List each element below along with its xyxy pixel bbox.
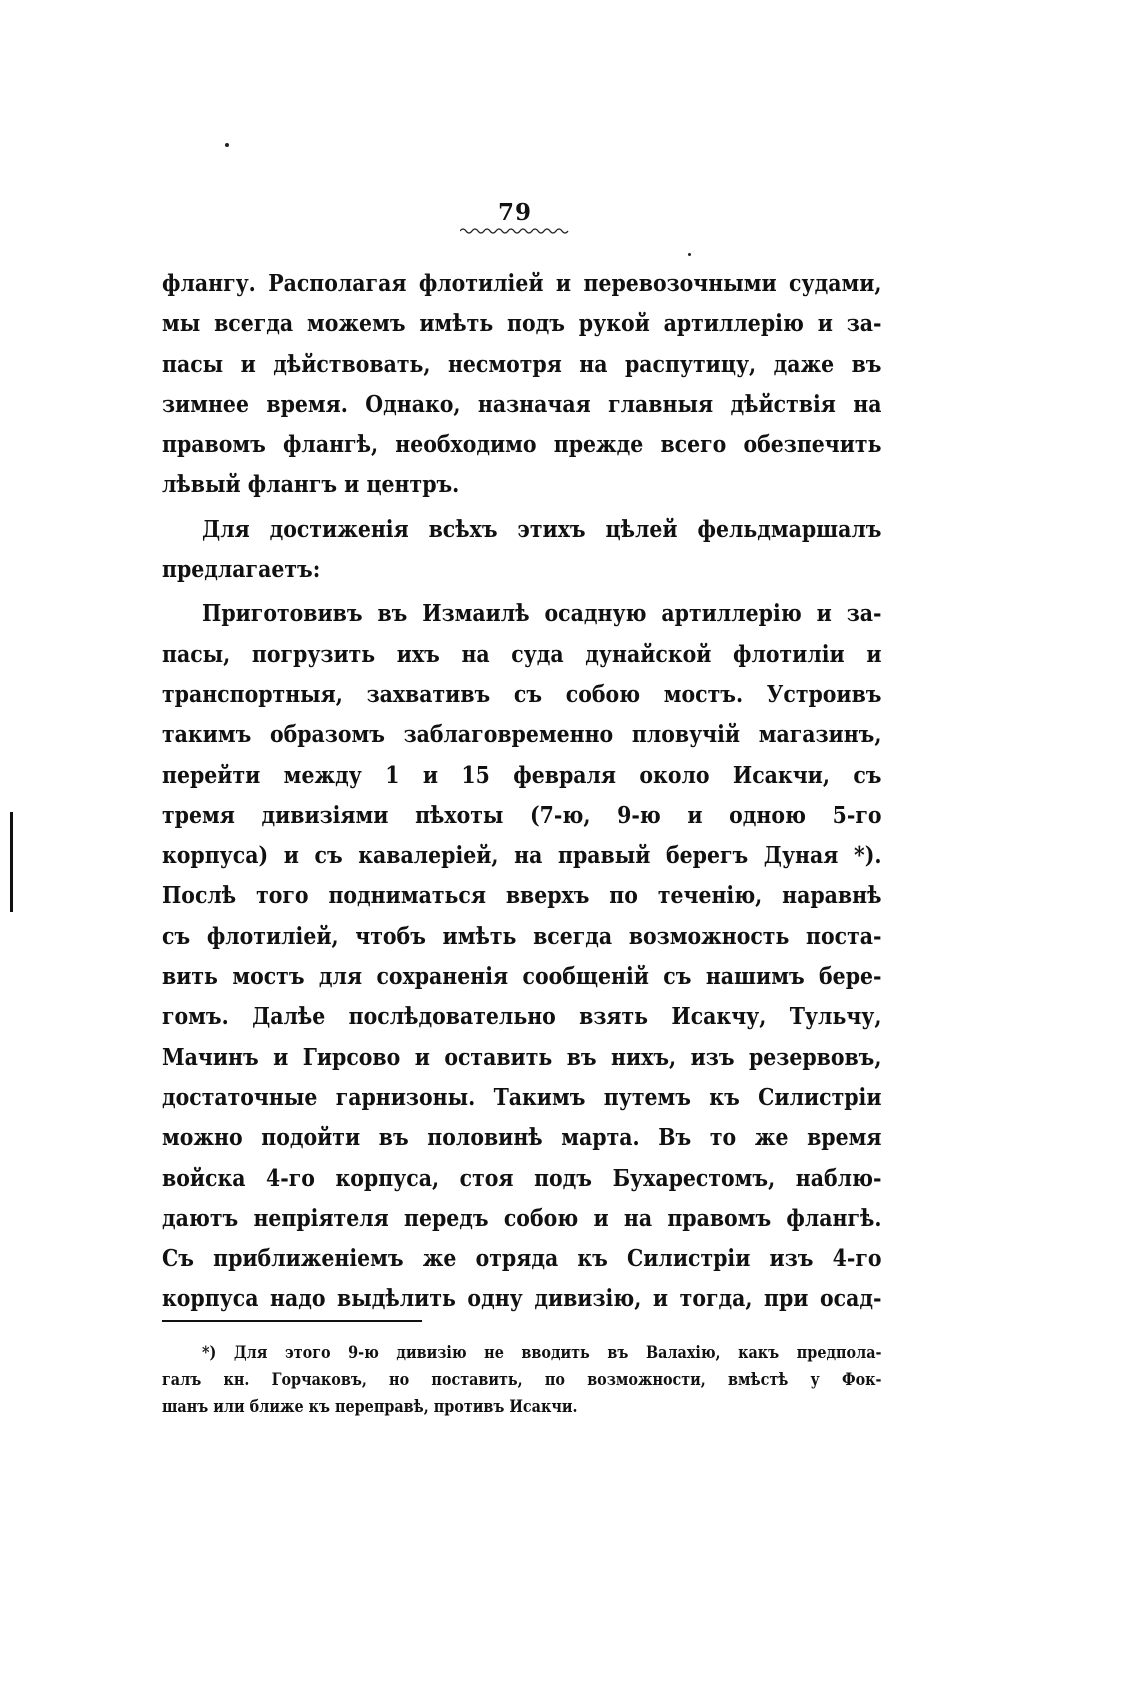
text-line: зимнее время. Однако, назначая главныя дѣйствія на: [162, 389, 882, 418]
text-line: Съ приближеніемъ же отряда къ Силистріи изъ 4-го: [162, 1244, 882, 1273]
text-line: лѣвый флангъ и центръ.: [162, 470, 460, 499]
print-speck: [225, 143, 229, 147]
text-line: пасы и дѣйствовать, несмотря на распутицу, даже въ: [162, 349, 882, 378]
text-line: войска 4-го корпуса, стоя подъ Бухарестомъ, наблю-: [162, 1163, 882, 1192]
text-line: можно подойти въ половинѣ марта. Въ то же время: [162, 1123, 882, 1152]
print-speck: [688, 253, 691, 256]
margin-scan-line: [10, 812, 13, 912]
text-line: транспортныя, захвативъ съ собою мостъ. Устроивъ: [162, 679, 882, 708]
text-line: Мачинъ и Гирсово и оставить въ нихъ, изъ резервовъ,: [162, 1042, 882, 1071]
text-line: достаточные гарнизоны. Такимъ путемъ къ Силистріи: [162, 1082, 882, 1111]
text-line: правомъ флангѣ, необходимо прежде всего обезпечить: [162, 430, 882, 459]
text-line: флангу. Располагая флотиліей и перевозочными судами,: [162, 269, 882, 297]
text-line: Для достиженія всѣхъ этихъ цѣлей фельдмаршалъ: [202, 514, 882, 543]
text-line: даютъ непріятеля передъ собою и на правомъ флангѣ.: [162, 1203, 882, 1232]
page-number-ornament: [460, 226, 570, 236]
footnote-line: галъ кн. Горчаковъ, но поставить, по возможности, вмѣстѣ у Фок-: [162, 1370, 882, 1389]
text-line: Послѣ того подниматься вверхъ по теченію, наравнѣ: [162, 881, 882, 910]
footnote-rule: [162, 1320, 422, 1322]
footnote: [162, 1339, 882, 1420]
text-line: гомъ. Далѣе послѣдовательно взять Исакчу, Тульчу,: [162, 1002, 882, 1031]
text-line: корпуса надо выдѣлить одну дивизію, и тогда, при осад-: [162, 1284, 882, 1313]
text-line: мы всегда можемъ имѣть подъ рукой артиллерію и за-: [162, 309, 882, 338]
main-text: [162, 263, 882, 1319]
footnote-line: шанъ или ближе къ переправѣ, противъ Исакчи.: [162, 1397, 578, 1416]
page-number: 79: [497, 199, 532, 226]
text-line: корпуса) и съ кавалеріей, на правый берегъ Дуная *).: [162, 841, 882, 870]
text-line: перейти между 1 и 15 февраля около Исакчи, съ: [162, 760, 882, 789]
text-line: вить мостъ для сохраненія сообщеній съ нашимъ бере-: [162, 962, 882, 991]
text-line: Приготовивъ въ Измаилѣ осадную артиллерію и за-: [202, 599, 882, 628]
text-line: пасы, погрузить ихъ на суда дунайской флотиліи и: [162, 639, 882, 668]
text-line: съ флотиліей, чтобъ имѣть всегда возможность поста-: [162, 921, 882, 950]
text-line: такимъ образомъ заблаговременно пловучій магазинъ,: [162, 720, 882, 749]
text-line: предлагаетъ:: [162, 555, 321, 584]
footnote-line: *) Для этого 9-ю дивизію не вводить въ Валахію, какъ предпола-: [202, 1343, 882, 1362]
text-line: тремя дивизіями пѣхоты (7-ю, 9-ю и одною 5-го: [162, 800, 882, 829]
